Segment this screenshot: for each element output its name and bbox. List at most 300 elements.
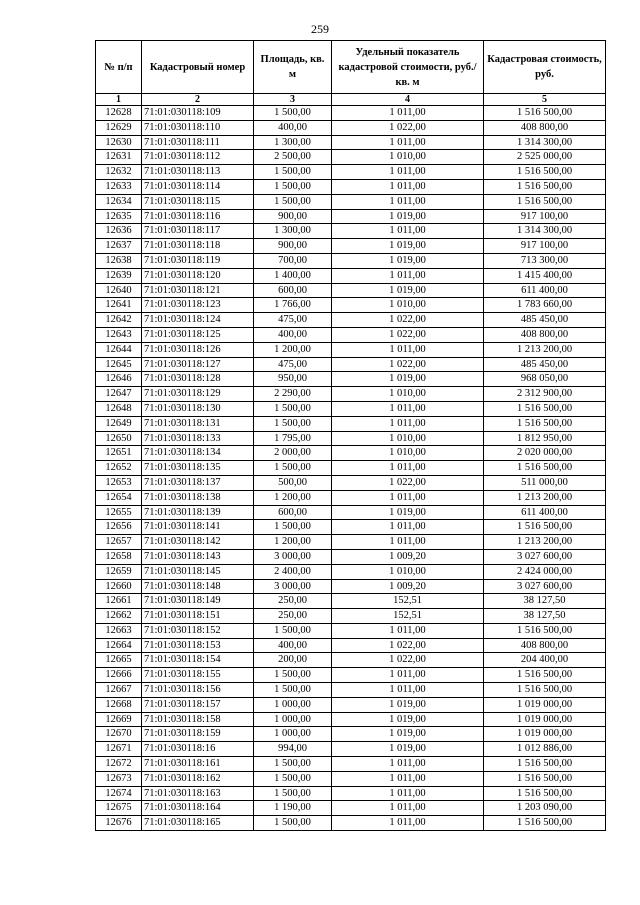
cadastral-number-cell: 71:01:030118:139 <box>142 505 254 520</box>
cadastral-value-cell: 2 424 000,00 <box>484 564 606 579</box>
cadastral-value-cell: 1 314 300,00 <box>484 135 606 150</box>
cadastral-value-cell: 1 516 500,00 <box>484 165 606 180</box>
row-number-cell: 12670 <box>96 727 142 742</box>
page-number: 259 <box>311 22 329 36</box>
cadastral-value-cell: 204 400,00 <box>484 653 606 668</box>
area-cell: 2 500,00 <box>254 150 332 165</box>
area-cell: 1 000,00 <box>254 697 332 712</box>
cadastral-value-cell: 1 516 500,00 <box>484 520 606 535</box>
cadastral-value-cell: 611 400,00 <box>484 283 606 298</box>
cadastral-number-cell: 71:01:030118:111 <box>142 135 254 150</box>
header-unit-value: Удельный показатель кадастровой стоимости, руб./кв. м <box>332 41 484 94</box>
cadastral-value-cell: 1 213 200,00 <box>484 490 606 505</box>
row-number-cell: 12628 <box>96 106 142 121</box>
unit-value-cell: 1 022,00 <box>332 653 484 668</box>
cadastral-value-cell: 1 516 500,00 <box>484 401 606 416</box>
cadastral-value-cell: 1 019 000,00 <box>484 727 606 742</box>
unit-value-cell: 1 011,00 <box>332 135 484 150</box>
cadastral-value-cell: 917 100,00 <box>484 239 606 254</box>
area-cell: 900,00 <box>254 239 332 254</box>
unit-value-cell: 1 011,00 <box>332 224 484 239</box>
table-row <box>96 816 606 831</box>
table-row <box>96 579 606 594</box>
row-number-cell: 12667 <box>96 683 142 698</box>
area-cell: 1 500,00 <box>254 786 332 801</box>
table-row <box>96 786 606 801</box>
unit-value-cell: 1 011,00 <box>332 757 484 772</box>
unit-value-cell: 1 019,00 <box>332 505 484 520</box>
unit-value-cell: 1 011,00 <box>332 461 484 476</box>
cadastral-value-cell: 1 516 500,00 <box>484 683 606 698</box>
row-number-cell: 12642 <box>96 313 142 328</box>
row-number-cell: 12652 <box>96 461 142 476</box>
cadastral-number-cell: 71:01:030118:127 <box>142 357 254 372</box>
area-cell: 600,00 <box>254 283 332 298</box>
row-number-cell: 12657 <box>96 535 142 550</box>
area-cell: 1 190,00 <box>254 801 332 816</box>
cadastral-number-cell: 71:01:030118:151 <box>142 609 254 624</box>
table-row <box>96 372 606 387</box>
cadastral-number-cell: 71:01:030118:135 <box>142 461 254 476</box>
cadastral-value-cell: 1 314 300,00 <box>484 224 606 239</box>
row-number-cell: 12664 <box>96 638 142 653</box>
unit-value-cell: 1 019,00 <box>332 209 484 224</box>
row-number-cell: 12643 <box>96 327 142 342</box>
area-cell: 200,00 <box>254 653 332 668</box>
unit-value-cell: 1 009,20 <box>332 549 484 564</box>
unit-value-cell: 1 011,00 <box>332 771 484 786</box>
table-row <box>96 653 606 668</box>
cadastral-number-cell: 71:01:030118:116 <box>142 209 254 224</box>
table-row <box>96 757 606 772</box>
cadastral-number-cell: 71:01:030118:113 <box>142 165 254 180</box>
area-cell: 2 400,00 <box>254 564 332 579</box>
row-number-cell: 12633 <box>96 179 142 194</box>
cadastral-number-cell: 71:01:030118:121 <box>142 283 254 298</box>
cadastral-number-cell: 71:01:030118:129 <box>142 387 254 402</box>
cadastral-number-cell: 71:01:030118:158 <box>142 712 254 727</box>
cadastral-value-cell: 1 516 500,00 <box>484 106 606 121</box>
row-number-cell: 12645 <box>96 357 142 372</box>
area-cell: 2 290,00 <box>254 387 332 402</box>
cadastral-value-cell: 2 525 000,00 <box>484 150 606 165</box>
cadastral-value-cell: 485 450,00 <box>484 357 606 372</box>
table-row <box>96 209 606 224</box>
cadastral-number-cell: 71:01:030118:138 <box>142 490 254 505</box>
cadastral-number-cell: 71:01:030118:119 <box>142 253 254 268</box>
unit-value-cell: 1 019,00 <box>332 727 484 742</box>
area-cell: 1 500,00 <box>254 165 332 180</box>
column-number: 2 <box>142 94 254 106</box>
unit-value-cell: 1 010,00 <box>332 446 484 461</box>
cadastral-value-cell: 1 812 950,00 <box>484 431 606 446</box>
row-number-cell: 12676 <box>96 816 142 831</box>
header-row-number: № п/п <box>96 41 142 94</box>
row-number-cell: 12644 <box>96 342 142 357</box>
area-cell: 1 300,00 <box>254 224 332 239</box>
unit-value-cell: 1 019,00 <box>332 283 484 298</box>
cadastral-value-cell: 3 027 600,00 <box>484 549 606 564</box>
row-number-cell: 12669 <box>96 712 142 727</box>
table-row <box>96 697 606 712</box>
table-row <box>96 268 606 283</box>
cadastral-value-cell: 1 516 500,00 <box>484 416 606 431</box>
unit-value-cell: 1 011,00 <box>332 165 484 180</box>
unit-value-cell: 152,51 <box>332 609 484 624</box>
cadastral-number-cell: 71:01:030118:134 <box>142 446 254 461</box>
cadastral-value-cell: 1 019 000,00 <box>484 697 606 712</box>
cadastral-value-table <box>95 40 606 831</box>
row-number-cell: 12651 <box>96 446 142 461</box>
unit-value-cell: 1 022,00 <box>332 638 484 653</box>
unit-value-cell: 1 011,00 <box>332 268 484 283</box>
area-cell: 1 500,00 <box>254 401 332 416</box>
table-row <box>96 549 606 564</box>
row-number-cell: 12638 <box>96 253 142 268</box>
cadastral-value-cell: 1 516 500,00 <box>484 816 606 831</box>
cadastral-value-cell: 3 027 600,00 <box>484 579 606 594</box>
row-number-cell: 12637 <box>96 239 142 254</box>
table-row <box>96 313 606 328</box>
unit-value-cell: 1 011,00 <box>332 106 484 121</box>
row-number-cell: 12668 <box>96 697 142 712</box>
cadastral-value-cell: 485 450,00 <box>484 313 606 328</box>
unit-value-cell: 1 010,00 <box>332 431 484 446</box>
cadastral-number-cell: 71:01:030118:131 <box>142 416 254 431</box>
cadastral-number-cell: 71:01:030118:118 <box>142 239 254 254</box>
table-row <box>96 416 606 431</box>
cadastral-number-cell: 71:01:030118:142 <box>142 535 254 550</box>
table-row <box>96 120 606 135</box>
column-number-row <box>96 94 606 106</box>
table-row <box>96 298 606 313</box>
area-cell: 1 500,00 <box>254 179 332 194</box>
area-cell: 1 400,00 <box>254 268 332 283</box>
area-cell: 1 200,00 <box>254 490 332 505</box>
cadastral-number-cell: 71:01:030118:123 <box>142 298 254 313</box>
cadastral-number-cell: 71:01:030118:130 <box>142 401 254 416</box>
unit-value-cell: 1 019,00 <box>332 239 484 254</box>
table-body <box>96 106 606 831</box>
cadastral-value-cell: 1 516 500,00 <box>484 623 606 638</box>
column-number: 3 <box>254 94 332 106</box>
cadastral-value-cell: 1 213 200,00 <box>484 535 606 550</box>
cadastral-value-cell: 1 516 500,00 <box>484 786 606 801</box>
area-cell: 1 500,00 <box>254 194 332 209</box>
unit-value-cell: 1 011,00 <box>332 535 484 550</box>
unit-value-cell: 1 011,00 <box>332 520 484 535</box>
row-number-cell: 12636 <box>96 224 142 239</box>
row-number-cell: 12660 <box>96 579 142 594</box>
cadastral-number-cell: 71:01:030118:157 <box>142 697 254 712</box>
cadastral-number-cell: 71:01:030118:156 <box>142 683 254 698</box>
unit-value-cell: 1 022,00 <box>332 327 484 342</box>
unit-value-cell: 1 010,00 <box>332 564 484 579</box>
cadastral-value-cell: 2 312 900,00 <box>484 387 606 402</box>
cadastral-number-cell: 71:01:030118:145 <box>142 564 254 579</box>
cadastral-value-cell: 511 000,00 <box>484 475 606 490</box>
area-cell: 1 795,00 <box>254 431 332 446</box>
row-number-cell: 12646 <box>96 372 142 387</box>
unit-value-cell: 1 011,00 <box>332 623 484 638</box>
table-row <box>96 194 606 209</box>
cadastral-value-cell: 1 516 500,00 <box>484 461 606 476</box>
area-cell: 1 500,00 <box>254 683 332 698</box>
table-row <box>96 446 606 461</box>
row-number-cell: 12672 <box>96 757 142 772</box>
table-row <box>96 106 606 121</box>
table-row <box>96 401 606 416</box>
cadastral-value-cell: 408 800,00 <box>484 120 606 135</box>
table-row <box>96 179 606 194</box>
row-number-cell: 12661 <box>96 594 142 609</box>
cadastral-value-cell: 408 800,00 <box>484 638 606 653</box>
cadastral-value-cell: 713 300,00 <box>484 253 606 268</box>
cadastral-value-cell: 1 019 000,00 <box>484 712 606 727</box>
cadastral-number-cell: 71:01:030118:16 <box>142 742 254 757</box>
area-cell: 400,00 <box>254 120 332 135</box>
row-number-cell: 12650 <box>96 431 142 446</box>
cadastral-value-cell: 38 127,50 <box>484 594 606 609</box>
table-row <box>96 357 606 372</box>
area-cell: 1 500,00 <box>254 757 332 772</box>
cadastral-number-cell: 71:01:030118:143 <box>142 549 254 564</box>
table-row <box>96 150 606 165</box>
table-row <box>96 623 606 638</box>
cadastral-number-cell: 71:01:030118:153 <box>142 638 254 653</box>
row-number-cell: 12641 <box>96 298 142 313</box>
cadastral-value-cell: 1 415 400,00 <box>484 268 606 283</box>
row-number-cell: 12662 <box>96 609 142 624</box>
unit-value-cell: 1 019,00 <box>332 253 484 268</box>
unit-value-cell: 1 019,00 <box>332 742 484 757</box>
unit-value-cell: 152,51 <box>332 594 484 609</box>
table-row <box>96 461 606 476</box>
unit-value-cell: 1 011,00 <box>332 801 484 816</box>
area-cell: 1 000,00 <box>254 712 332 727</box>
cadastral-value-cell: 1 516 500,00 <box>484 668 606 683</box>
row-number-cell: 12634 <box>96 194 142 209</box>
cadastral-value-cell: 1 516 500,00 <box>484 757 606 772</box>
cadastral-number-cell: 71:01:030118:154 <box>142 653 254 668</box>
cadastral-number-cell: 71:01:030118:117 <box>142 224 254 239</box>
row-number-cell: 12666 <box>96 668 142 683</box>
cadastral-value-cell: 38 127,50 <box>484 609 606 624</box>
table-row <box>96 564 606 579</box>
row-number-cell: 12632 <box>96 165 142 180</box>
table-row <box>96 771 606 786</box>
table-row <box>96 638 606 653</box>
area-cell: 400,00 <box>254 638 332 653</box>
table-row <box>96 668 606 683</box>
area-cell: 600,00 <box>254 505 332 520</box>
area-cell: 900,00 <box>254 209 332 224</box>
unit-value-cell: 1 011,00 <box>332 490 484 505</box>
area-cell: 1 500,00 <box>254 461 332 476</box>
cadastral-number-cell: 71:01:030118:109 <box>142 106 254 121</box>
unit-value-cell: 1 019,00 <box>332 697 484 712</box>
row-number-cell: 12673 <box>96 771 142 786</box>
area-cell: 3 000,00 <box>254 549 332 564</box>
area-cell: 1 500,00 <box>254 520 332 535</box>
area-cell: 1 500,00 <box>254 816 332 831</box>
table-row <box>96 135 606 150</box>
table-row <box>96 224 606 239</box>
column-number: 1 <box>96 94 142 106</box>
row-number-cell: 12674 <box>96 786 142 801</box>
cadastral-number-cell: 71:01:030118:114 <box>142 179 254 194</box>
cadastral-number-cell: 71:01:030118:141 <box>142 520 254 535</box>
cadastral-number-cell: 71:01:030118:163 <box>142 786 254 801</box>
table-row <box>96 490 606 505</box>
cadastral-value-cell: 968 050,00 <box>484 372 606 387</box>
row-number-cell: 12640 <box>96 283 142 298</box>
cadastral-number-cell: 71:01:030118:112 <box>142 150 254 165</box>
table-row <box>96 594 606 609</box>
unit-value-cell: 1 011,00 <box>332 683 484 698</box>
table-header-row <box>96 41 606 94</box>
column-number: 4 <box>332 94 484 106</box>
table-row <box>96 239 606 254</box>
unit-value-cell: 1 022,00 <box>332 120 484 135</box>
table-row <box>96 253 606 268</box>
cadastral-number-cell: 71:01:030118:137 <box>142 475 254 490</box>
cadastral-value-cell: 1 203 090,00 <box>484 801 606 816</box>
table-row <box>96 431 606 446</box>
row-number-cell: 12649 <box>96 416 142 431</box>
table-row <box>96 801 606 816</box>
area-cell: 1 300,00 <box>254 135 332 150</box>
cadastral-number-cell: 71:01:030118:133 <box>142 431 254 446</box>
unit-value-cell: 1 022,00 <box>332 357 484 372</box>
cadastral-number-cell: 71:01:030118:128 <box>142 372 254 387</box>
row-number-cell: 12665 <box>96 653 142 668</box>
row-number-cell: 12647 <box>96 387 142 402</box>
table-row <box>96 712 606 727</box>
area-cell: 1 766,00 <box>254 298 332 313</box>
area-cell: 1 200,00 <box>254 342 332 357</box>
row-number-cell: 12656 <box>96 520 142 535</box>
cadastral-number-cell: 71:01:030118:164 <box>142 801 254 816</box>
unit-value-cell: 1 010,00 <box>332 150 484 165</box>
cadastral-number-cell: 71:01:030118:125 <box>142 327 254 342</box>
cadastral-value-cell: 408 800,00 <box>484 327 606 342</box>
cadastral-value-cell: 1 516 500,00 <box>484 179 606 194</box>
area-cell: 250,00 <box>254 594 332 609</box>
area-cell: 1 000,00 <box>254 727 332 742</box>
table-row <box>96 727 606 742</box>
area-cell: 1 500,00 <box>254 668 332 683</box>
cadastral-number-cell: 71:01:030118:126 <box>142 342 254 357</box>
row-number-cell: 12653 <box>96 475 142 490</box>
row-number-cell: 12663 <box>96 623 142 638</box>
cadastral-number-cell: 71:01:030118:161 <box>142 757 254 772</box>
unit-value-cell: 1 010,00 <box>332 298 484 313</box>
cadastral-value-cell: 1 783 660,00 <box>484 298 606 313</box>
unit-value-cell: 1 022,00 <box>332 475 484 490</box>
table-row <box>96 505 606 520</box>
cadastral-number-cell: 71:01:030118:115 <box>142 194 254 209</box>
area-cell: 475,00 <box>254 357 332 372</box>
table-row <box>96 327 606 342</box>
row-number-cell: 12654 <box>96 490 142 505</box>
unit-value-cell: 1 011,00 <box>332 342 484 357</box>
unit-value-cell: 1 011,00 <box>332 668 484 683</box>
area-cell: 1 500,00 <box>254 416 332 431</box>
unit-value-cell: 1 022,00 <box>332 313 484 328</box>
area-cell: 950,00 <box>254 372 332 387</box>
area-cell: 250,00 <box>254 609 332 624</box>
cadastral-value-cell: 917 100,00 <box>484 209 606 224</box>
cadastral-number-cell: 71:01:030118:148 <box>142 579 254 594</box>
row-number-cell: 12658 <box>96 549 142 564</box>
area-cell: 3 000,00 <box>254 579 332 594</box>
header-cadastral-value: Кадастровая стоимость, руб. <box>484 41 606 94</box>
row-number-cell: 12671 <box>96 742 142 757</box>
cadastral-value-cell: 1 012 886,00 <box>484 742 606 757</box>
unit-value-cell: 1 011,00 <box>332 401 484 416</box>
table-row <box>96 475 606 490</box>
area-cell: 2 000,00 <box>254 446 332 461</box>
cadastral-number-cell: 71:01:030118:159 <box>142 727 254 742</box>
header-cadastral-number: Кадастровый номер <box>142 41 254 94</box>
unit-value-cell: 1 011,00 <box>332 179 484 194</box>
unit-value-cell: 1 019,00 <box>332 712 484 727</box>
cadastral-value-cell: 611 400,00 <box>484 505 606 520</box>
unit-value-cell: 1 011,00 <box>332 194 484 209</box>
area-cell: 1 200,00 <box>254 535 332 550</box>
row-number-cell: 12631 <box>96 150 142 165</box>
table-row <box>96 609 606 624</box>
table-row <box>96 342 606 357</box>
cadastral-value-cell: 1 516 500,00 <box>484 771 606 786</box>
unit-value-cell: 1 011,00 <box>332 416 484 431</box>
area-cell: 400,00 <box>254 327 332 342</box>
area-cell: 1 500,00 <box>254 106 332 121</box>
unit-value-cell: 1 011,00 <box>332 786 484 801</box>
area-cell: 700,00 <box>254 253 332 268</box>
table-row <box>96 387 606 402</box>
row-number-cell: 12629 <box>96 120 142 135</box>
cadastral-number-cell: 71:01:030118:152 <box>142 623 254 638</box>
cadastral-value-cell: 1 516 500,00 <box>484 194 606 209</box>
cadastral-number-cell: 71:01:030118:124 <box>142 313 254 328</box>
table-row <box>96 683 606 698</box>
column-number: 5 <box>484 94 606 106</box>
area-cell: 1 500,00 <box>254 771 332 786</box>
header-area: Площадь, кв. м <box>254 41 332 94</box>
row-number-cell: 12635 <box>96 209 142 224</box>
table-row <box>96 283 606 298</box>
cadastral-number-cell: 71:01:030118:155 <box>142 668 254 683</box>
table-row <box>96 535 606 550</box>
area-cell: 500,00 <box>254 475 332 490</box>
cadastral-value-cell: 1 213 200,00 <box>484 342 606 357</box>
unit-value-cell: 1 019,00 <box>332 372 484 387</box>
area-cell: 1 500,00 <box>254 623 332 638</box>
row-number-cell: 12655 <box>96 505 142 520</box>
table-row <box>96 520 606 535</box>
cadastral-number-cell: 71:01:030118:165 <box>142 816 254 831</box>
row-number-cell: 12648 <box>96 401 142 416</box>
row-number-cell: 12675 <box>96 801 142 816</box>
area-cell: 475,00 <box>254 313 332 328</box>
cadastral-value-cell: 2 020 000,00 <box>484 446 606 461</box>
cadastral-number-cell: 71:01:030118:110 <box>142 120 254 135</box>
table-row <box>96 165 606 180</box>
cadastral-number-cell: 71:01:030118:162 <box>142 771 254 786</box>
area-cell: 994,00 <box>254 742 332 757</box>
